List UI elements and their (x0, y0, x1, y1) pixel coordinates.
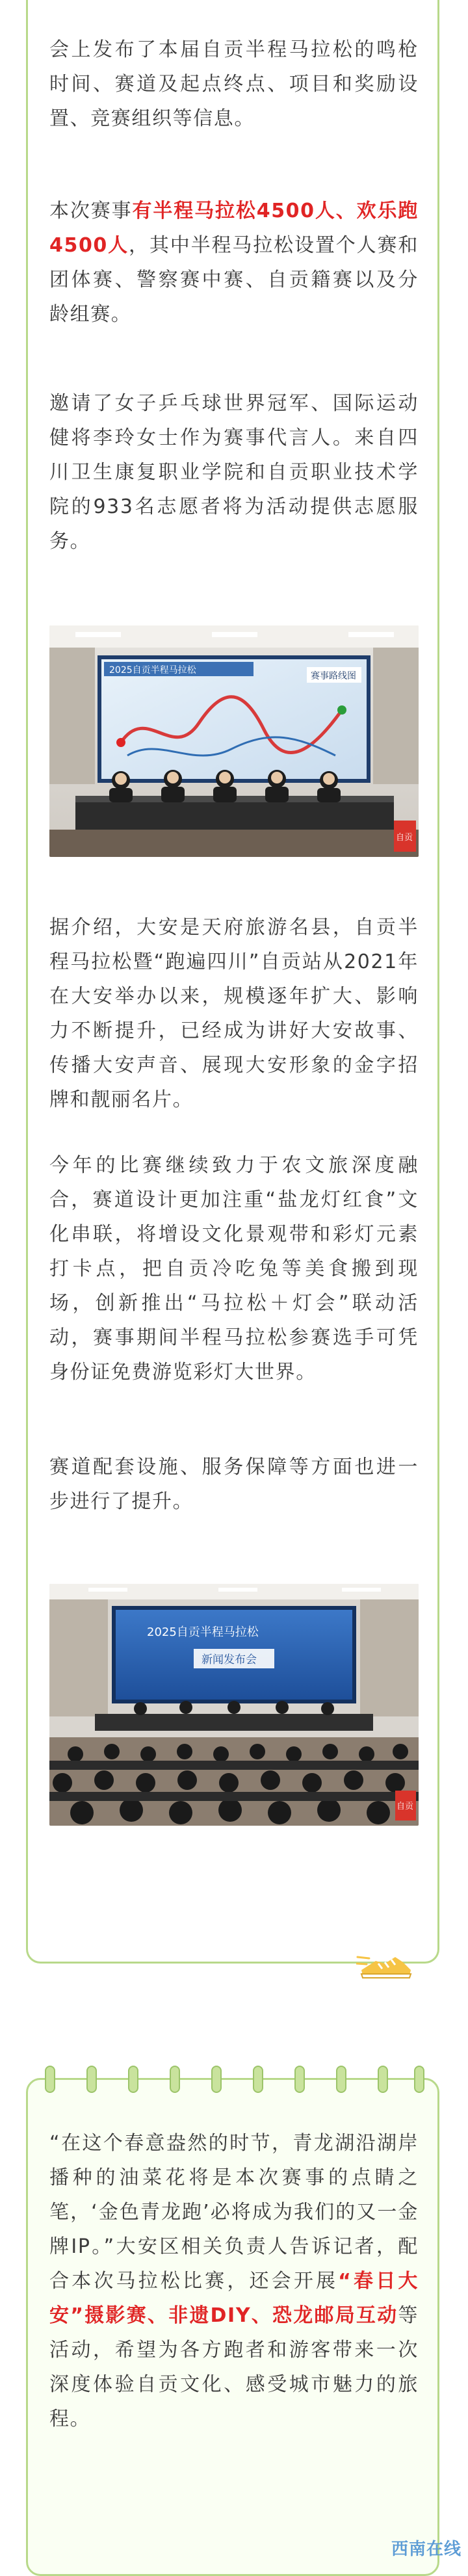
press-conference-photo-route-map (49, 625, 419, 857)
press-conference-photo-audience (49, 1584, 419, 1826)
paragraph-daan-introduction: 据介绍，大安是天府旅游名县，自贡半程马拉松暨“跑遍四川”自贡站从2021年在大安举办以来，规模逐年扩大、影响力不断提升，已经成为讲好大安故事、传播大安声音、展现大安形象的金字招牌和靓丽名片。 (49, 916, 419, 1111)
paragraph-release-info: 会上发布了本届自贡半程马拉松的鸣枪时间、赛道及起点终点、项目和奖励设置、竞赛组织等信息。 (49, 38, 419, 130)
binder-clips-decoration (43, 2062, 426, 2101)
paragraph-event-scale-prefix: 本次赛事 (49, 200, 133, 222)
event-scale-highlight: 有半程马拉松4500人、欢乐跑4500人 (49, 200, 419, 257)
screen2-title-text: 2025自贡半程马拉松 (147, 1625, 259, 1639)
photo2-badge-text: 自贡 (396, 1802, 414, 1811)
quote-part-one: “在这个春意盎然的时节，青龙湖沿湖岸播种的油菜花将是本次赛事的点睛之笔，‘金色青龙跑’必将成为我们的又一金牌IP。”大安区相关负责人告诉记者，配合本次马拉松比赛，还会开展 (49, 2132, 419, 2293)
quote-activities-highlight: “春日大安”摄影赛、非遗DIY、恐龙邮局互动 (49, 2270, 419, 2327)
screen-title-text: 2025自贡半程马拉松 (109, 665, 196, 676)
paragraph-ambassador-volunteers: 邀请了女子乒乓球世界冠军、国际运动健将李玲女士作为赛事代言人。来自四川卫生康复职业学院和自贡职业技术学院的933名志愿者将为活动提供志愿服务。 (49, 392, 419, 553)
screen2-subtitle-text: 新闻发布会 (202, 1653, 257, 1666)
running-shoe-icon (356, 1944, 415, 1983)
paragraph-event-scale (49, 194, 419, 332)
paragraph-event-scale-suffix: ，其中半程马拉松设置个人赛和团体赛、警察赛中赛、自贡籍赛以及分龄组赛。 (49, 234, 419, 326)
quote-part-two: 等活动，希望为各方跑者和游客带来一次深度体验自贡文化、感受城市魅力的旅程。 (49, 2304, 419, 2430)
screen-subtitle-text: 赛事路线图 (311, 671, 356, 681)
paragraph-culture-tourism-integration: 今年的比赛继续致力于农文旅深度融合，赛道设计更加注重“盐龙灯红食”文化串联，将增设文化景观带和彩灯元素打卡点，把自贡冷吃兔等美食搬到现场，创新推出“马拉松＋灯会”联动活动，赛事期间半程马拉松参赛选手可凭身份证免费游览彩灯大世界。 (49, 1154, 419, 1384)
source-watermark: 西南在线 (391, 2540, 462, 2559)
photo-badge-text: 自贡 (396, 833, 413, 843)
paragraph-facility-upgrade: 赛道配套设施、服务保障等方面也进一步进行了提升。 (49, 1456, 419, 1513)
quote-paragraph (49, 2126, 419, 2436)
